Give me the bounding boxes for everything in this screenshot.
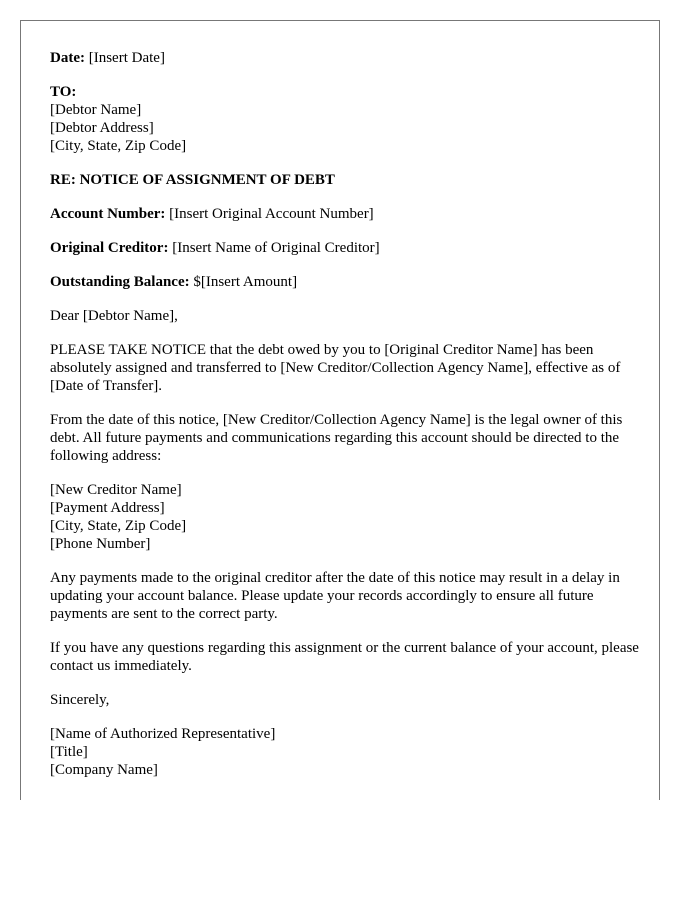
outstanding-balance-line <box>50 273 640 291</box>
debtor-address: [Debtor Address] <box>50 120 154 136</box>
original-creditor-label: Original Creditor: <box>50 240 169 256</box>
company-name: [Company Name] <box>50 762 158 778</box>
recipient-block <box>50 83 640 155</box>
new-creditor-address-block <box>50 481 640 553</box>
date-label: Date: <box>50 50 85 66</box>
new-creditor-name: [New Creditor Name] <box>50 482 182 498</box>
signature-block <box>50 725 640 779</box>
representative-title: [Title] <box>50 744 88 760</box>
closing: Sincerely, <box>50 692 110 708</box>
new-creditor-city-state-zip: [City, State, Zip Code] <box>50 518 187 534</box>
date-line <box>50 49 640 67</box>
outstanding-balance-label: Outstanding Balance: <box>50 274 190 290</box>
salutation: Dear [Debtor Name], <box>50 308 178 324</box>
debtor-city-state-zip: [City, State, Zip Code] <box>50 138 187 154</box>
questions-paragraph: If you have any questions regarding this assignment or the current balance of your account, please contact us immediately. <box>50 640 639 674</box>
subject-line: RE: NOTICE OF ASSIGNMENT OF DEBT <box>50 172 335 188</box>
ownership-paragraph: From the date of this notice, [New Creditor/Collection Agency Name] is the legal owner of this debt. All future payments and communications regarding this account should be directed to the following address: <box>50 412 623 464</box>
letter-body <box>50 49 640 795</box>
representative-name: [Name of Authorized Representative] <box>50 726 276 742</box>
date-value: [Insert Date] <box>88 50 165 66</box>
letter-page <box>20 20 660 800</box>
account-number-label: Account Number: <box>50 206 166 222</box>
new-creditor-phone: [Phone Number] <box>50 536 151 552</box>
outstanding-balance-value: $[Insert Amount] <box>193 274 298 290</box>
notice-paragraph: PLEASE TAKE NOTICE that the debt owed by you to [Original Creditor Name] has been absolutely assigned and transferred to [New Creditor/Collection Agency Name], effective as of [Date of Transfer]. <box>50 342 621 394</box>
original-creditor-line <box>50 239 640 257</box>
account-number-line <box>50 205 640 223</box>
to-label: TO: <box>50 84 77 100</box>
payments-paragraph: Any payments made to the original creditor after the date of this notice may result in a delay in updating your account balance. Please update your records accordingly to ensure all future payments are sent to the correct party. <box>50 570 620 622</box>
original-creditor-value: [Insert Name of Original Creditor] <box>172 240 380 256</box>
debtor-name: [Debtor Name] <box>50 102 142 118</box>
payment-address: [Payment Address] <box>50 500 165 516</box>
account-number-value: [Insert Original Account Number] <box>169 206 374 222</box>
